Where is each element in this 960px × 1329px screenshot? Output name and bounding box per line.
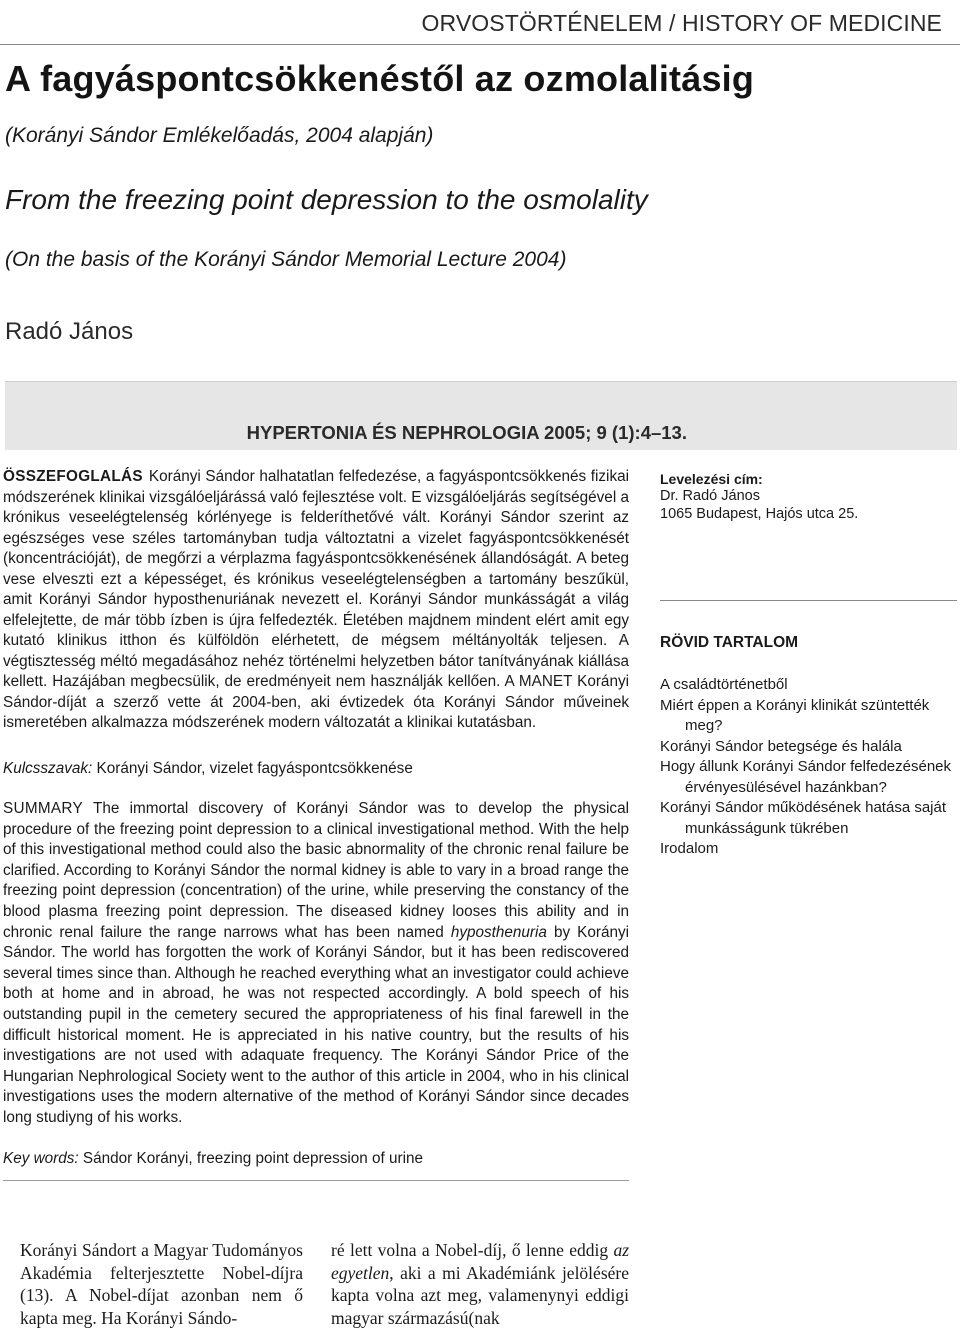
sidebar-divider bbox=[660, 600, 957, 601]
article-title-hu: A fagyáspontcsökkenéstől az ozmolalitásig bbox=[5, 58, 755, 99]
keywords-en-text: Sándor Korányi, freezing point depression of urine bbox=[82, 1150, 424, 1167]
keywords-hu-text: Korányi Sándor, vizelet fagyáspontcsökkenése bbox=[96, 760, 413, 777]
summary-en-text-part1: The immortal discovery of Korányi Sándor was to develop the physical procedure of the freezing point depression to a clinical investigational method. With the help of this investigational method could also the basic abnormality of the chronic renal failure be clarified. According to Korányi Sándor the normal kidney is able to vary in a broad range the freezing point depression (concentration) of the urine, while preserving the constancy of the blood plasma freezing point depression. The diseased kidney looses this ability and in chronic renal failure the range narrows what has been named bbox=[3, 800, 629, 941]
toc-item: A családtörténetből bbox=[660, 676, 788, 693]
article-title-en: From the freezing point depression to the osmolality bbox=[5, 184, 648, 215]
abstract-hu-label: ÖSSZEFOGLALÁS bbox=[3, 468, 143, 485]
summary-en bbox=[3, 799, 629, 1129]
article-subtitle-hu: (Korányi Sándor Emlékelőadás, 2004 alapján) bbox=[5, 124, 434, 147]
body-text-right-italic: az egyetlen bbox=[331, 1240, 629, 1283]
toc-item: Miért éppen a Korányi klinikát szüntették meg? bbox=[660, 696, 930, 734]
summary-en-italic-term: hyposthenuria bbox=[450, 923, 547, 941]
toc-item: Korányi Sándor működésének hatása saját munkásságunk tükrében bbox=[660, 799, 947, 837]
toc-title: RÖVID TARTALOM bbox=[660, 634, 799, 651]
abstract-hu-text: Korányi Sándor halhatatlan felfedezése, a fagyáspontcsökkenés fizikai módszerének klinikai vizsgálóeljárássá való fejlesztése volt. E vizsgálóeljárás segítségével a krónikus veseelégtelenség kórlényege is felderíthetővé vált. Korányi Sándor szerint az egészséges vese széles tartományban tudja változtatni a vizelet fagyáspontcsökkenését (koncentrációját), de megőrzi a vérplazma fagyáspontcsökkenésének állandóságát. A beteg vese elveszti ezt a képességet, és krónikus veseelégtelenségben a tartomány beszűkül, amit Korányi Sándor hyposthenuriának nevezett el. Korányi Sándor munkásságát a világ elfelejtette, de már több ízben is újra felfedezték. Életében majdnem mindent elért amit egy kutató klinikus itthon és külföldön elérhetett, de mégsem méltányolták teljesen. A végtisztesség méltó megadásához nehéz történelmi helyzetben bátor tanítványának kiállása kellett. Hazájában megbecsülik, de eredményeit nem használják kellően. A MANET Korányi Sándor-díját a szerző vette át 2004-ben, aki évtizedek óta Korányi Sándor műveinek ismeretében alkalmazza módszerének modern változatát a klinikai kutatásban. bbox=[3, 468, 629, 731]
keywords-en bbox=[3, 1149, 629, 1170]
body-text-right-part1: ré lett volna a Nobel-díj, ő lenne eddig bbox=[331, 1240, 609, 1260]
correspondence-address: 1065 Budapest, Hajós utca 25. bbox=[660, 506, 859, 522]
body-text-left-column: Korányi Sándort a Magyar Tudományos Akadémia felterjesztette Nobel-díjra (13). A Nobel-díjat azonban nem ő kapta meg. Ha Korányi Sándo- bbox=[20, 1240, 303, 1328]
keywords-hu bbox=[3, 759, 629, 780]
abstract-hu bbox=[3, 467, 629, 734]
citation-band bbox=[5, 381, 957, 450]
body-text-right-part2: , aki a mi Akadémiánk jelölésére kapta volna azt meg, valamenynyi eddigi magyar származású(nak bbox=[331, 1262, 629, 1328]
body-text-right-column bbox=[331, 1239, 629, 1329]
toc-list bbox=[660, 675, 955, 860]
author-name: Radó János bbox=[5, 318, 134, 345]
summary-en-label: SUMMARY bbox=[3, 800, 84, 817]
article-subtitle-en: (On the basis of the Korányi Sándor Memorial Lecture 2004) bbox=[5, 248, 567, 271]
abstract-divider bbox=[3, 1180, 629, 1181]
keywords-hu-label: Kulcsszavak: bbox=[3, 760, 93, 777]
journal-citation: HYPERTONIA ÉS NEPHROLOGIA 2005; 9 (1):4–13. bbox=[246, 422, 687, 443]
keywords-en-label: Key words: bbox=[3, 1150, 79, 1167]
toc-item: Irodalom bbox=[660, 840, 719, 857]
correspondence-name: Dr. Radó János bbox=[660, 488, 760, 504]
summary-en-text-part2: by Korányi Sándor. The world has forgotten the work of Korányi Sándor, but it has been rediscovered several times since than. Although he reached everything what an investigator could achieve both at home and in abroad, he was not respected accordingly. A bold speech of his outstanding pupil in the cemetery secured the appropriateness of his final farewell in the difficult historical moment. He is appreciated in his native country, but the results of his investigations are not used with adaquate frequency. The Korányi Sándor Price of the Hungarian Nephrological Society went to the author of this article in 2004, who in his clinical investigations uses the modern alternative of the method of Korányi Sándor since decades long studiyng of his works. bbox=[3, 923, 630, 1126]
toc-item: Korányi Sándor betegsége és halála bbox=[660, 737, 902, 755]
correspondence-label: Levelezési cím: bbox=[660, 471, 763, 487]
header-divider bbox=[0, 44, 960, 45]
toc-item: Hogy állunk Korányi Sándor felfedezésének érvényesülésével hazánkban? bbox=[660, 758, 952, 796]
section-header: ORVOSTÖRTÉNELEM / HISTORY OF MEDICINE bbox=[421, 10, 942, 36]
